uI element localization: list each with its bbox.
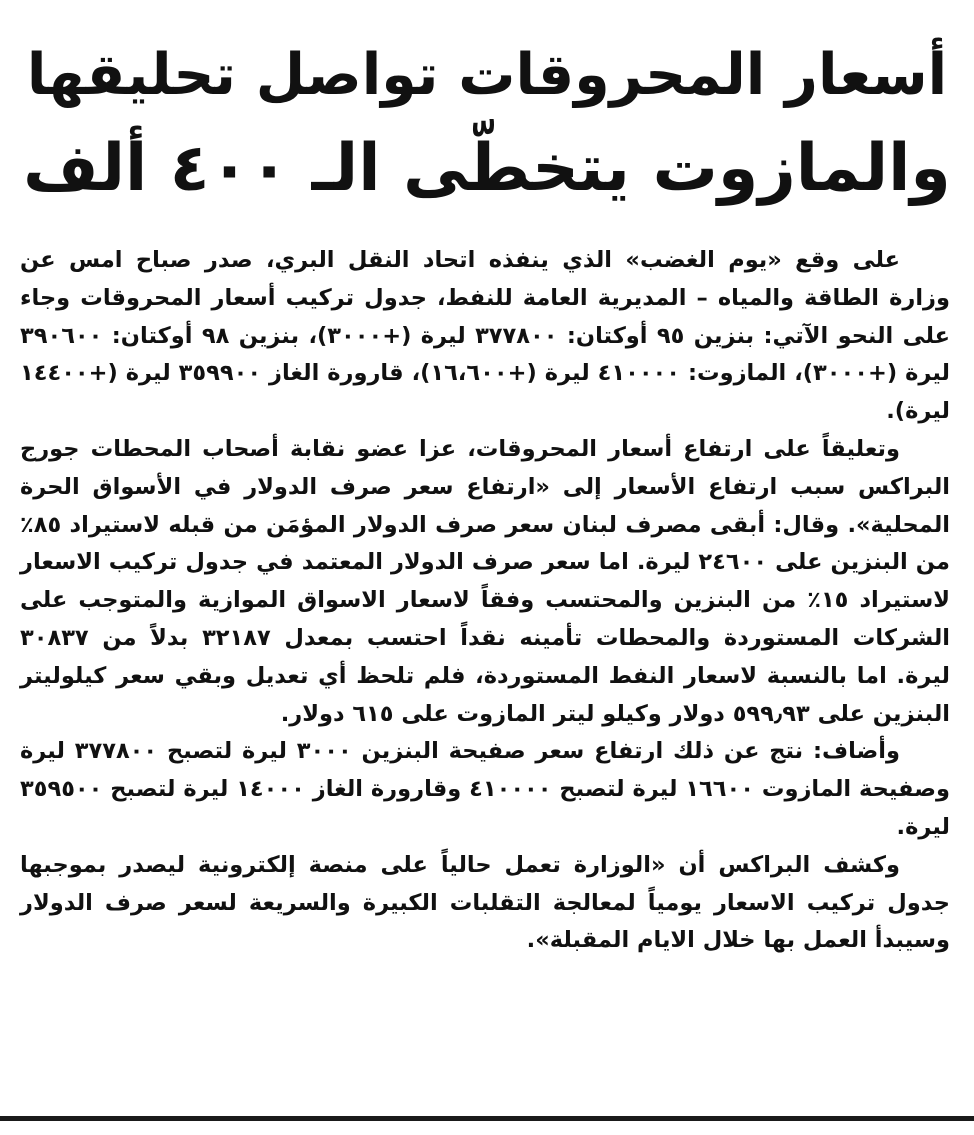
bottom-divider	[0, 1116, 974, 1121]
article-body	[20, 242, 950, 960]
article-paragraph: وكشف البراكس أن «الوزارة تعمل حالياً على منصة إلكترونية ليصدر بموجبها جدول تركيب الاسعار يومياً لمعالجة التقلبات الكبيرة والسريعة لسعر صرف الدولار وسيبدأ العمل بها خلال الايام المقبلة».	[20, 851, 950, 954]
headline-line-2: والمازوت يتخطّى الـ ٤٠٠ ألف	[23, 131, 951, 206]
headline-line-1: أسعار المحروقات تواصل تحليقها	[26, 42, 948, 108]
article-paragraph: وأضاف: نتج عن ذلك ارتفاع سعر صفيحة البنزين ٣٠٠٠ ليرة لتصبح ٣٧٧٨٠٠ ليرة وصفيحة المازوت ١٦٦٠٠ ليرة لتصبح ٤١٠٠٠٠ وقارورة الغاز ١٤٠٠٠ ليرة لتصبح ٣٥٩٥٠٠ ليرة.	[20, 738, 950, 840]
article-paragraph: على وقع «يوم الغضب» الذي ينفذه اتحاد النقل البري، صدر صباح امس عن وزارة الطاقة والمياه – المديرية العامة للنفط، جدول تركيب أسعار المحروقات وجاء على النحو الآتي: بنزين ٩٥ أوكتان: ٣٧٧٨٠٠ ليرة (+٣٠٠٠)، بنزين ٩٨ أوكتان: ٣٩٠٦٠٠ ليرة (+٣٠٠٠)، المازوت: ٤١٠٠٠٠ ليرة (+١٦،٦٠٠)، قارورة الغاز ٣٥٩٩٠٠ ليرة (+١٤٤٠٠ ليرة).	[20, 247, 950, 425]
article-paragraph: وتعليقاً على ارتفاع أسعار المحروقات، عزا عضو نقابة أصحاب المحطات جورج البراكس سبب ارتفاع الأسعار إلى «ارتفاع سعر صرف الدولار في الأسواق الحرة المحلية». وقال: أبقى مصرف لبنان سعر صرف الدولار المؤمَن من قبله لاستيراد ٨٥٪ من البنزين على ٢٤٦٠٠ ليرة. اما سعر صرف الدولار المعتمد في جدول تركيب الاسعار لاستيراد ١٥٪ من البنزين والمحتسب وفقاً لاسعار الاسواق الموازية والمتوجب على الشركات المستوردة والمحطات تأمينه نقداً احتسب بمعدل ٣٢١٨٧ بدلاً من ٣٠٨٣٧ ليرة. اما بالنسبة لاسعار النفط المستوردة، فلم تلحظ أي تعديل وبقي سعر كيلوليتر البنزين على ٥٩٩٫٩٣ دولار وكيلو ليتر المازوت على ٦١٥ دولار.	[20, 435, 951, 727]
article-headline	[20, 28, 954, 216]
